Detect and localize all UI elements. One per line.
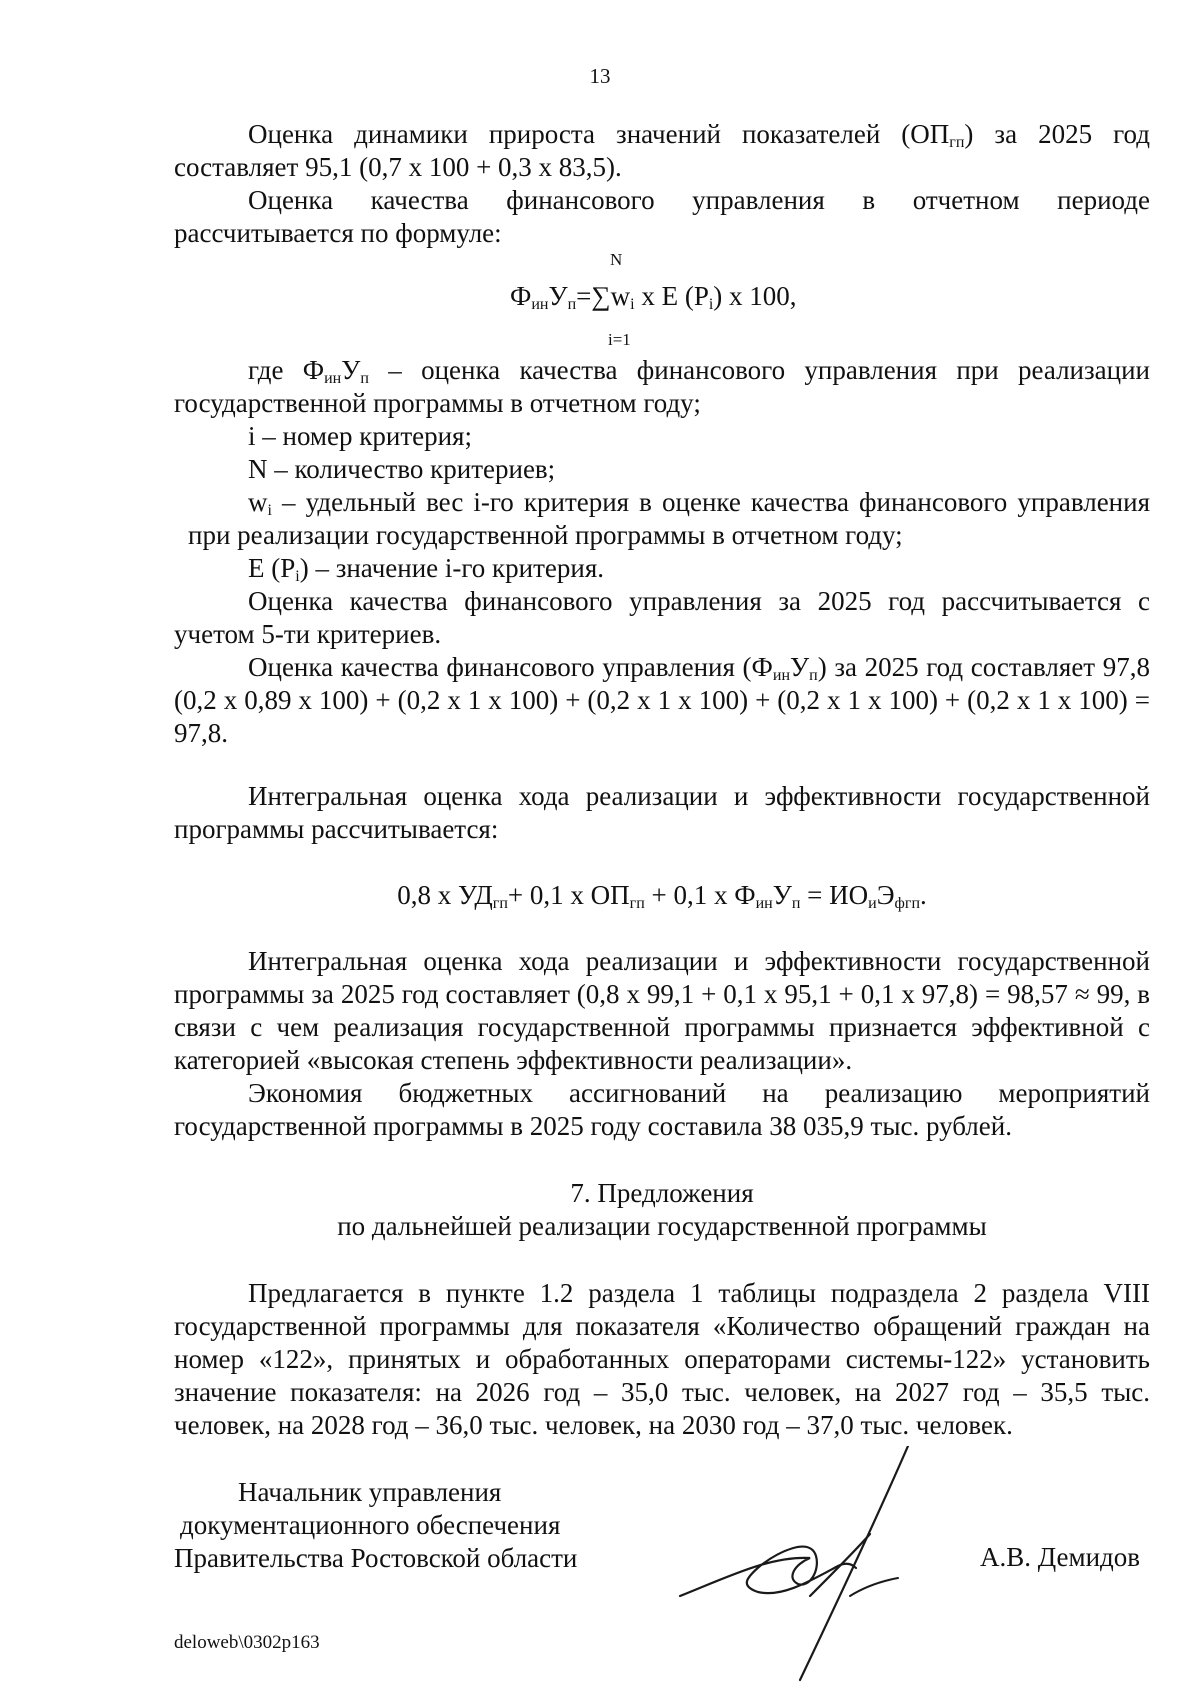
formula-expression: $Ф_{ин}У_п=\sum w_i$ х E $(P_i)$ х 100, [510,281,797,313]
spacer [174,1243,1150,1277]
paragraph-integral-intro: Интегральная оценка хода реализации и эффективности государственной программы рассчитывается: [174,781,1150,844]
paragraph-financial-intro: Оценка качества финансового управления в отчетном периоде рассчитывается по формуле: [174,185,1150,248]
paragraph-e-definition: E $(P_i)$ – значение i-го критерия. [248,553,605,585]
spacer [174,846,1150,879]
section-heading-title: по дальнейшей реализации государственной программы [337,1211,987,1241]
spacer [174,912,1150,945]
formula-integral: 0,8 х $УД_{гп}+ 0,1$ х $ОП_{гп} + 0,1$ х $Ф_{ин}У_п = ИО_иЭ_{фгп}$. [397,880,927,912]
document-body [174,118,1150,1442]
signature-position: Начальник управления документационного обеспечения Правительства Ростовской области [174,1477,578,1573]
section-heading-number: 7. Предложения [570,1178,754,1208]
paragraph-n-definition: N – количество критериев; [248,454,556,484]
formula-lower-limit: i=1 [608,330,631,349]
paragraph-where: где $Ф_{ин}У_п$ – оценка качества финансового управления при реализации государственной программы в отчетном году; [174,355,1150,418]
paragraph-financial-result: Оценка качества финансового управления $(Ф_{ин}У_п)$ за 2025 год составляет 97,8 (0,2 х 0,89 х 100) + (0,2 х 1 х 100) + (0,2 х 1 х 100) + (0,2 х 1 х 100) + (0,2 х 1 х 100) = 97,8. [174,652,1150,748]
paragraph-i-definition: i – номер критерия; [248,421,472,451]
paragraph-wi-definition: $w_i$ – удельный вес i-го критерия в оценке качества финансового управления при реализации государственной программы в отчетном году; [188,487,1150,550]
spacer [174,1143,1150,1177]
formula-upper-limit: N [610,250,623,269]
paragraph-savings: Экономия бюджетных ассигнований на реализацию мероприятий государственной программы в 2025 году составила 38 035,9 тыс. рублей. [174,1078,1150,1141]
signatory-name: А.В. Демидов [980,1542,1141,1572]
paragraph-five-criteria: Оценка качества финансового управления за 2025 год рассчитывается с учетом 5-ти критериев. [174,586,1150,649]
paragraph-dynamics: Оценка динамики прироста значений показателей $(ОП_{гп})$ за 2025 год составляет 95,1 (0,7 х 100 + 0,3 х 83,5). [174,119,1150,182]
page-number: 13 [589,64,611,88]
handwritten-signature [660,1446,950,1686]
paragraph-integral-result: Интегральная оценка хода реализации и эффективности государственной программы за 2025 год составляет (0,8 х 99,1 + 0,1 х 95,1 + 0,1 х 97,8) = 98,57 ≈ 99, в связи с чем реализация государственной программы признается эффективной с категорией «высокая степень эффективности реализации». [174,946,1150,1075]
spacer [174,750,1150,780]
formula-financial-quality [174,250,1150,354]
file-stamp: deloweb\0302p163 [174,1632,320,1653]
paragraph-proposal: Предлагается в пункте 1.2 раздела 1 таблицы подраздела 2 раздела VIII государственной программы для показателя «Количество обращений граждан на номер «122», принятых и обработанных операторами системы-122» установить значение показателя: на 2026 год – 35,0 тыс. человек, на 2027 год – 35,5 тыс. человек, на 2028 год – 36,0 тыс. человек, на 2030 год – 37,0 тыс. человек. [174,1278,1150,1440]
